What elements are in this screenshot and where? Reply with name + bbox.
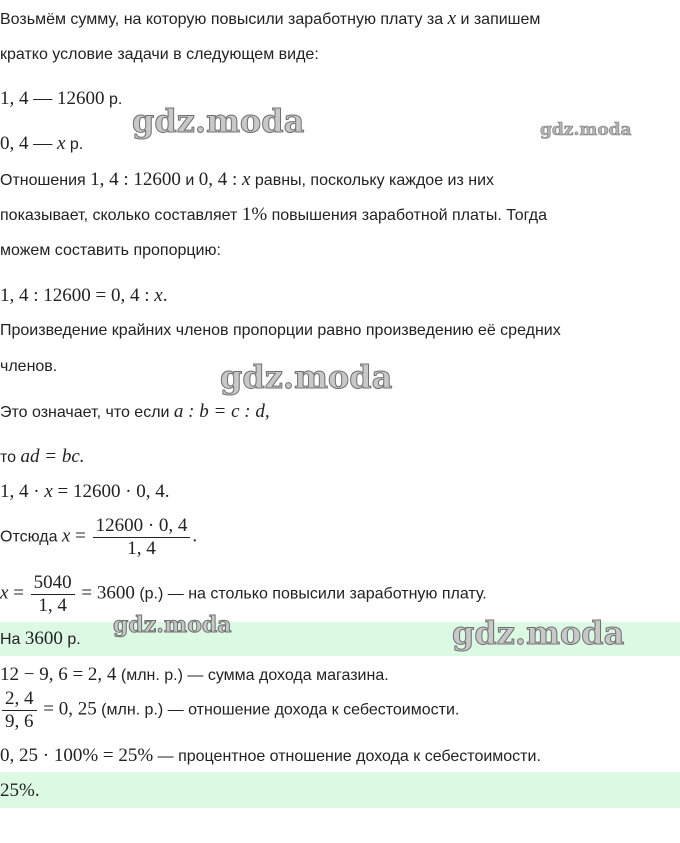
math-line-15: x = $\frac{5040}{1, 4}$ = 3600 (р.) — на столько повысили заработную плату. xyxy=(0,572,487,616)
fraction-5040: $\frac{5040}{1, 4}$ xyxy=(31,572,75,617)
text-line-11: Это означает, что если a : b = c : d, xyxy=(0,401,270,422)
watermark-logo: gdz.moda xyxy=(113,612,232,638)
fraction-ratio: $\frac{2, 4}{9, 6}$ xyxy=(2,688,37,733)
answer-line-1: На 3600 р. xyxy=(0,628,81,649)
math-line-18: 0, 25 · 100% = 25% — процентное отношение дохода к себестоимости. xyxy=(0,745,541,766)
answer-line-2: 25%. xyxy=(0,780,40,801)
text-line-12: то ad = bc. xyxy=(0,446,85,467)
math-line-13: 1, 4 · x = 12600 · 0, 4. xyxy=(0,481,170,502)
math-line-3: 1, 4 — 12600 р. xyxy=(0,88,123,109)
math-line-14: Отсюда x = $\frac{12600 \cdot 0, 4}{1, 4}$ . xyxy=(0,515,198,559)
text-line-2: кратко условие задачи в следующем виде: xyxy=(0,46,319,63)
text-line-7: можем составить пропорцию: xyxy=(0,242,221,259)
answer-highlight-2 xyxy=(0,772,680,808)
text-line-6: показывает, сколько составляет 1% повышения заработной платы. Тогда xyxy=(0,204,548,225)
math-line-4: 0, 4 — x р. xyxy=(0,133,84,154)
fraction-x: $\frac{12600 \cdot 0, 4}{1, 4}$ xyxy=(93,515,191,560)
watermark-logo: gdz.moda xyxy=(540,120,632,140)
math-line-8: 1, 4 : 12600 = 0, 4 : x. xyxy=(0,285,168,306)
math-line-17: $\frac{2, 4}{9, 6}$ = 0, 25 (млн. р.) — отношение дохода к себестоимости. xyxy=(0,688,459,733)
watermark-logo: gdz.moda xyxy=(220,358,393,396)
text-line-9: Произведение крайних членов пропорции равно произведению её средних xyxy=(0,322,561,339)
math-line-16: 12 − 9, 6 = 2, 4 (млн. р.) — сумма дохода магазина. xyxy=(0,664,389,685)
text-line-10: членов. xyxy=(0,358,58,375)
watermark-logo: gdz.moda xyxy=(132,102,305,140)
text-line-5: Отношения 1, 4 : 12600 и 0, 4 : x равны, поскольку каждое из них xyxy=(0,169,495,190)
watermark-logo: gdz.moda xyxy=(452,614,625,652)
text-line-1: Возьмём сумму, на которую повысили заработную плату за x и запишем xyxy=(0,8,541,29)
